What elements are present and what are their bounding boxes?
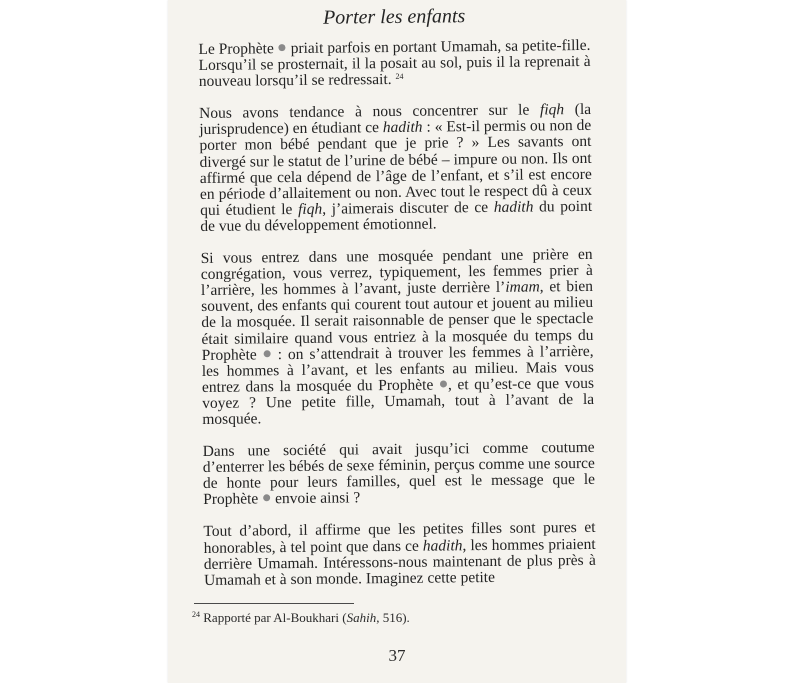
italic-term: imam	[505, 278, 540, 297]
footnote-reference: 24	[395, 72, 404, 82]
body-text	[198, 38, 596, 589]
text-run: , et qu’est-ce que vous voyez ? Une petite fille, Umamah, tout à l’avant de la mosquée.	[202, 374, 595, 428]
paragraph	[203, 520, 596, 588]
honorific-icon	[279, 44, 286, 51]
text-run: : « Est-il permis ou non de porter mon bébé pendant que je prie ? » Les savants ont divergé sur le statut de l’urine de bébé – impure ou non. Ils ont affirmé que cela dépend de l’âge de l’enfant, et s’il est encore en période d’allaitement ou non. Avec tout le respect dû à ceux qui étudient le	[199, 117, 593, 219]
paragraph	[198, 38, 590, 90]
text-run: , j’aimerais discuter de ce	[322, 198, 494, 218]
page-content	[198, 2, 596, 605]
text-run: envoie ainsi ?	[271, 489, 361, 508]
text-run: Dans une société qui avait jusqu’ici comme coutume d’enterrer les bébés de sexe féminin, perçus comme une source de honte pour leurs familles, quel est le message que le Prophète	[202, 438, 596, 509]
italic-term: hadith	[382, 119, 423, 137]
honorific-icon	[440, 380, 447, 387]
text-run: , les hommes priaient derrière Umamah. Intéressons-nous maintenant de plus près à Umamah et à son monde. Imaginez cette petite	[203, 535, 596, 589]
footnote	[192, 610, 592, 626]
text-run: Tout d’abord, il affirme que les petites filles sont pures et honorables, à tel point que dans ce	[203, 519, 596, 557]
footnote-text-end: , 516).	[376, 610, 410, 625]
paragraph	[203, 440, 596, 508]
text-run: , et bien souvent, des enfants qui courent tout autour et jouent au milieu de la mosquée. Il serait raisonnable de penser que le spectacle était similaire quand vous entriez à la mosquée du temps du Prophète	[201, 278, 594, 364]
footnote-marker: 24	[192, 610, 200, 619]
chapter-title: Porter les enfants	[322, 5, 466, 29]
page-number: 37	[388, 646, 406, 665]
italic-term: hadith	[422, 536, 463, 555]
footnote-text: Rapporté par Al-Boukhari (	[200, 610, 347, 625]
italic-term: fiqh	[297, 200, 323, 218]
text-run: Nous avons tendance à nous concentrer sur le	[199, 101, 541, 123]
text-run: (la jurisprudence) en étudiant ce	[199, 101, 592, 139]
text-run: priait parfois en portant Umamah, sa petite-fille. Lorsqu’il se prosternait, il la posait au sol, puis il la reprenait à nouveau lorsqu’il se redressait.	[198, 36, 591, 91]
footnote-source-title: Sahih	[346, 610, 377, 625]
italic-term: fiqh	[539, 101, 565, 119]
footnote-divider	[194, 603, 354, 604]
text-run: du point de vue du développement émotionnel.	[200, 197, 593, 235]
book-page	[168, 0, 626, 683]
text-run: Si vous entrez dans une mosquée pendant une prière en congrégation, vous verrez, typiquement, les femmes prier à l’arrière, les hommes à l’avant, juste derrière l’	[200, 245, 593, 300]
paragraph	[201, 247, 595, 428]
paragraph	[199, 102, 592, 235]
honorific-icon	[264, 350, 271, 357]
text-run: Le Prophète	[198, 40, 278, 58]
text-run: : on s’attendrait à trouver les femmes à l’arrière, les hommes à l’avant, et les enfants au milieu. Mais vous entrez dans la mosquée du Prophète	[201, 342, 594, 396]
italic-term: hadith	[493, 198, 534, 216]
honorific-icon	[263, 495, 270, 502]
